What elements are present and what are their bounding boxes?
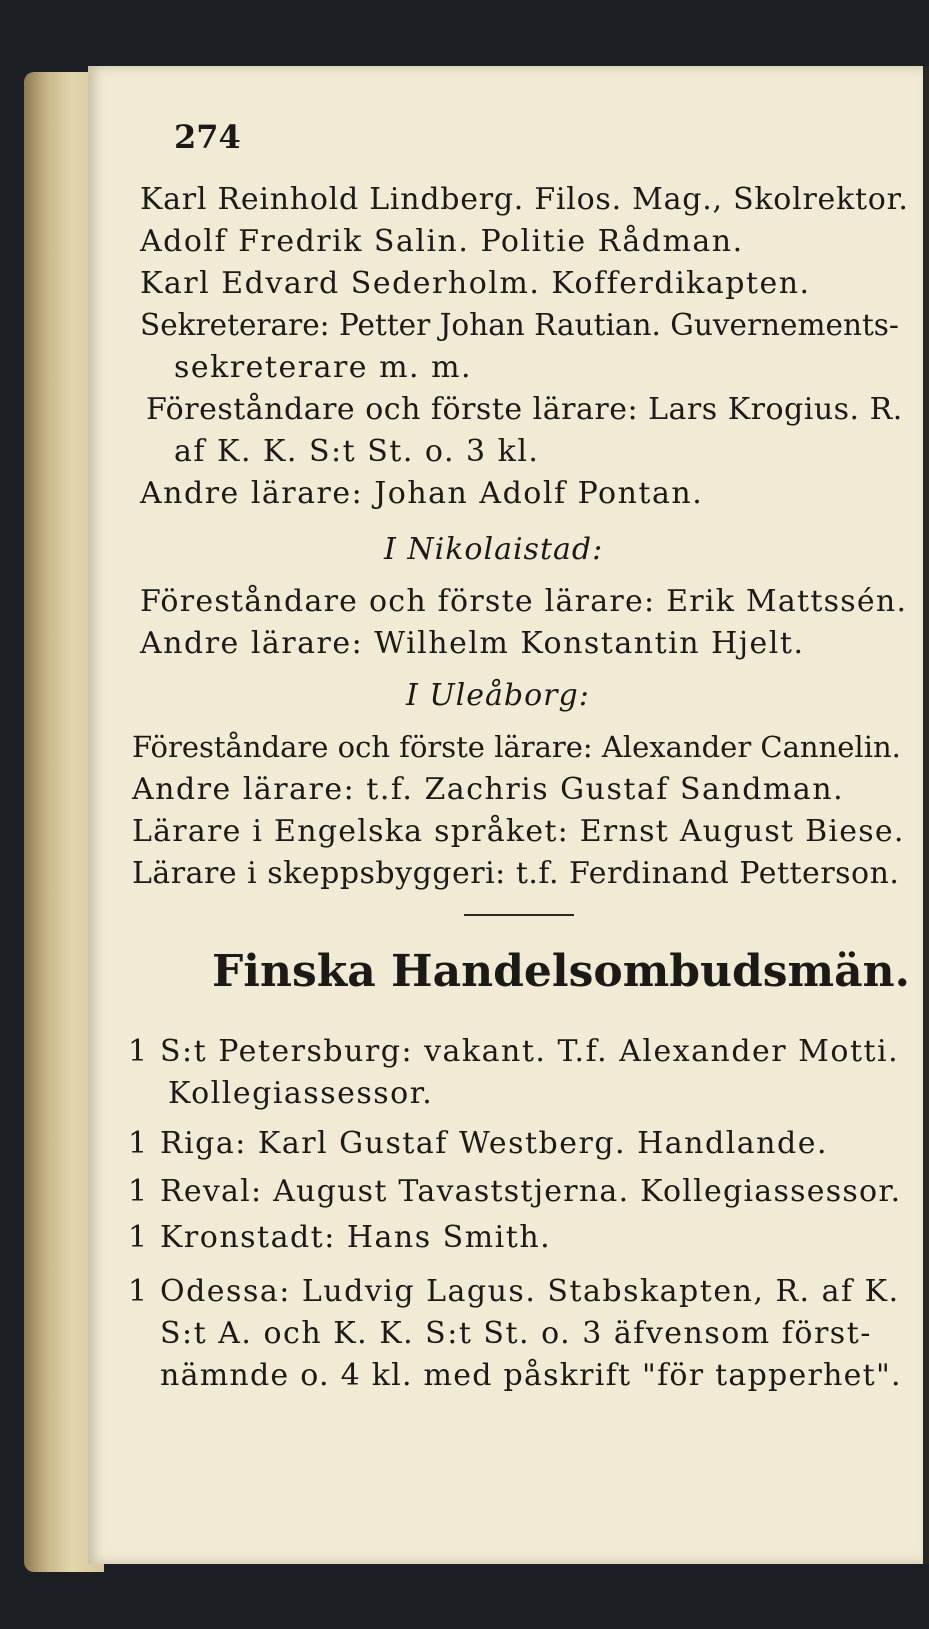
text-line: Lärare i Engelska språket: Ernst August Biese. — [132, 814, 905, 849]
page-number: 274 — [174, 118, 241, 156]
entry-number: 1 — [128, 1220, 149, 1255]
entry-text: Odessa: Ludvig Lagus. Stabskapten, R. af K. — [160, 1274, 900, 1309]
page-right-edge — [923, 66, 929, 1564]
text-line: Föreståndare och förste lärare: Lars Krogius. R. — [146, 392, 903, 427]
heading-nikolaistad: I Nikolaistad: — [384, 532, 604, 567]
text-line: Lärare i skeppsbyggeri: t.f. Ferdinand Petterson. — [132, 856, 900, 891]
section-divider — [464, 914, 574, 916]
entry-line — [128, 1174, 901, 1209]
text-line: Andre lärare: Wilhelm Konstantin Hjelt. — [140, 626, 805, 661]
text-line: Föreståndare och förste lärare: Erik Mattssén. — [140, 584, 908, 619]
entry-line — [128, 1220, 551, 1255]
text-line: sekreterare m. m. — [174, 350, 473, 385]
entry-line — [128, 1034, 899, 1069]
text-line: Föreståndare och förste lärare: Alexander Cannelin. — [132, 730, 901, 764]
entry-line — [128, 1274, 900, 1309]
text-line: af K. K. S:t St. o. 3 kl. — [174, 434, 540, 469]
entry-number: 1 — [128, 1274, 149, 1309]
entry-continuation: S:t A. och K. K. S:t St. o. 3 äfvensom först- — [160, 1316, 872, 1351]
entry-number: 1 — [128, 1034, 149, 1069]
entry-continuation: nämnde o. 4 kl. med påskrift "för tapperhet". — [160, 1358, 902, 1393]
entry-line — [128, 1126, 828, 1161]
text-line: Andre lärare: Johan Adolf Pontan. — [140, 476, 704, 511]
entry-continuation: Kollegiassessor. — [168, 1076, 434, 1111]
book-page — [88, 66, 924, 1564]
section-title: Finska Handelsombudsmän. — [212, 946, 910, 997]
entry-text: S:t Petersburg: vakant. T.f. Alexander Motti. — [160, 1034, 900, 1069]
text-line: Sekreterare: Petter Johan Rautian. Guvernements- — [140, 308, 899, 342]
entry-text: Reval: August Tavaststjerna. Kollegiassessor. — [160, 1174, 902, 1209]
text-line: Andre lärare: t.f. Zachris Gustaf Sandman. — [132, 772, 845, 807]
text-line: Adolf Fredrik Salin. Politie Rådman. — [140, 224, 744, 259]
entry-text: Riga: Karl Gustaf Westberg. Handlande. — [160, 1126, 828, 1161]
heading-uleaborg: I Uleåborg: — [406, 678, 590, 713]
entry-number: 1 — [128, 1126, 149, 1161]
text-line: Karl Edvard Sederholm. Kofferdikapten. — [140, 266, 811, 301]
entry-text: Kronstadt: Hans Smith. — [160, 1220, 552, 1255]
entry-number: 1 — [128, 1174, 149, 1209]
text-line: Karl Reinhold Lindberg. Filos. Mag., Skolrektor. — [140, 182, 909, 217]
